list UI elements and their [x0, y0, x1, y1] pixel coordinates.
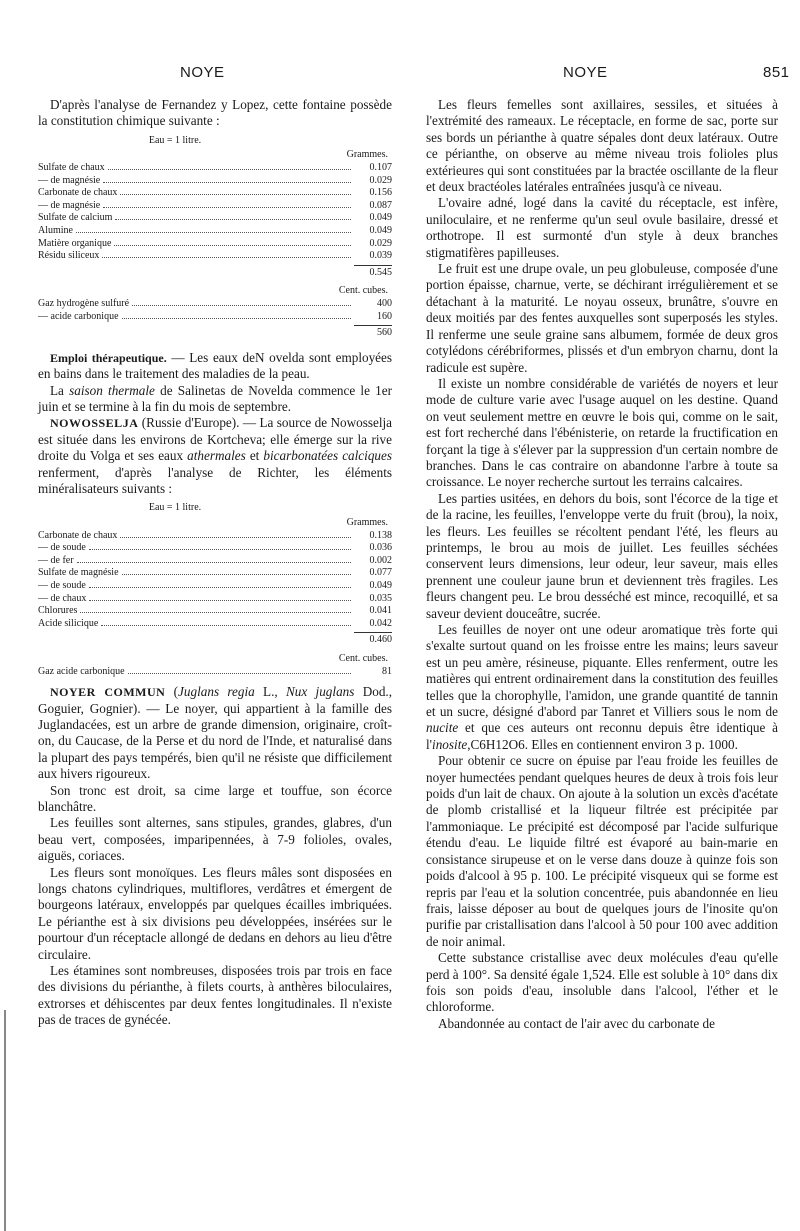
table-row-name: — de soude	[38, 579, 86, 591]
leader-dots	[114, 245, 351, 246]
table-row-value: 0.042	[369, 617, 392, 629]
analysis-table-2	[38, 502, 392, 678]
table-unit: Eau = 1 litre.	[148, 502, 202, 514]
table-gas-total: 560	[354, 325, 392, 340]
table-row-value: 0.156	[369, 187, 392, 199]
table-row-value: 0.035	[369, 592, 392, 604]
fleurs-paragraph: Les fleurs sont monoïques. Les fleurs mâles sont disposées en longs chatons cylindriques, multiflores, verdâtres et émergent de bourgeons latéraux, enveloppés par quelques écailles imbriquées. Le périanthe est à six divisions peu développées, insérées sur le pourtour d'un réceptacle allongé de dedans en dehors au lieu d'être circulaire.	[38, 864, 392, 962]
table-row	[38, 175, 392, 188]
page-edge-line	[4, 1010, 6, 1231]
leader-dots	[120, 194, 351, 195]
ovaire-paragraph: L'ovaire adné, logé dans la cavité du réceptacle, est infère, uniloculaire, et ne renferme qu'un seul ovule basilaire, dressé et orthotrope. Il est surmonté d'un style à deux branches stigmatifères papilleuses.	[426, 195, 778, 260]
parties-usitees-paragraph: Les parties usitées, en dehors du bois, sont l'écorce de la tige et de la racine, les feuilles, l'enveloppe verte du fruit (brou), la noix, les fleurs. Les feuilles se récoltent pendant l'été, les fleurs au printemps, le brou au mois de juillet. Les feuilles séchées conservent leurs dimensions, leur odeur, leur saveur, mais elles prennent une couleur jaune brun et deviennent très fragiles. Les fleurs changent peu. Le brou desséché est mince, recoquillé, et sa saveur devient douceâtre, sucrée.	[426, 490, 778, 621]
table-unit: Eau = 1 litre.	[148, 134, 202, 146]
intro-paragraph: D'après l'analyse de Fernandez y Lopez, cette fontaine possède la constitution chimique suivante :	[38, 97, 392, 129]
table-row	[38, 311, 392, 324]
table-col-header: Grammes.	[346, 149, 388, 161]
table-row-name: Sulfate de chaux	[38, 162, 105, 173]
leader-dots	[120, 537, 351, 538]
table-row	[38, 593, 392, 606]
table-row-name: Gaz acide carbonique	[38, 665, 125, 677]
table-row-value: 0.049	[369, 212, 392, 224]
table-row-value: 0.138	[369, 529, 392, 541]
table-row	[38, 605, 392, 618]
table-row-value: 160	[377, 310, 392, 322]
fleurs-femelles-paragraph: Les fleurs femelles sont axillaires, sessiles, et situées à l'extrémité des rameaux. Le réceptacle, en forme de sac, porte sur ses bords un périanthe à quatre sépales dont deux latéraux. Outre ce périanthe, on observe au même niveau trois folioles plus extérieures qui sont constituées par la bractée oscillante de la fleur et deux bractéoles latérales entraînées jusqu'à ce niveau.	[426, 97, 778, 195]
feuilles-paragraph: Les feuilles sont alternes, sans stipules, grandes, glabres, d'un beau vert, composées, imparipennées, à 7-9 folioles, ovales, aiguës, coriaces.	[38, 815, 392, 864]
leader-dots	[108, 169, 351, 170]
left-column	[38, 97, 392, 1029]
table-row-value: 0.107	[369, 162, 392, 173]
table-row	[38, 530, 392, 543]
table-total: 0.545	[354, 265, 392, 280]
leader-dots	[77, 562, 351, 563]
emploi-title: Emploi thérapeutique.	[50, 350, 167, 365]
table-row-value: 0.049	[369, 224, 392, 236]
table-row-name: Matière organique	[38, 237, 112, 249]
odeur-paragraph: Les feuilles de noyer ont une odeur aromatique très forte qui s'exalte surtout quand on les froisse entre les mains; leurs saveur est un peu amère, résineuse, piquante. Elles renferment, outre les matières qui entrent ordinairement dans la constitution des feuilles telles que la chorophylle, l'amidon, une grande quantité de tannin et un sucre, désigné d'abord par Tanret et Villiers sous le nom de nucite et que ces auteurs ont reconnu depuis être identique à l'inosite,C6H12O6. Elles en contiennent environ 3 p. 1000.	[426, 622, 778, 752]
table-row-value: 400	[377, 297, 392, 309]
analysis-table-1	[38, 135, 392, 344]
table-row-name: Chlorures	[38, 605, 78, 617]
table-row-name: Résidu siliceux	[38, 250, 100, 262]
table-row-value: 0.029	[369, 237, 392, 249]
cristallise-paragraph: Cette substance cristallise avec deux molécules d'eau qu'elle perd à 100°. Sa densité égale 1,524. Elle est soluble à 10° dans dix fois son poids d'eau, insoluble dans l'alcool, l'éther et le chloroforme.	[426, 950, 778, 1015]
table-row-value: 0.087	[369, 199, 392, 211]
noyer-paragraph: NOYER COMMUN (Juglans regia L., Nux juglans Dod., Goguier, Gognier). — Le noyer, qui appartient à la famille des Juglandacées, est un arbre de grande dimension, originaire, croît-on, du Caucase, de la Perse et du nord de l'Inde, et naturalisé dans la plupart des pays tempérés, bien qu'il ne résiste que difficilement aux hivers rigoureux.	[38, 684, 393, 782]
table-row-value: 0.002	[369, 554, 392, 566]
table-row-value: 81	[382, 665, 392, 677]
table-col-header: Grammes.	[346, 516, 388, 528]
fruit-paragraph: Le fruit est une drupe ovale, un peu globuleuse, composée d'une portion épaisse, charnue, verte, se déchirant irrégulièrement et se détachant à la maturité. Le noyau osseux, brunâtre, s'ouvre en deux moitiés par des fentes auxquelles sont superposés les styles. Il renferme une seule graine sans albumem, formée de deux gros cotylédons cérébriformes, plissés et d'un embryon charnu, dont la radicule est supère.	[426, 261, 778, 375]
table-row	[38, 666, 392, 679]
table-row-value: 0.036	[369, 542, 392, 554]
table-total: 0.460	[354, 632, 392, 647]
leader-dots	[89, 600, 351, 601]
table-gas-header: Cent. cubes.	[338, 652, 388, 664]
table-row-name: — acide carbonique	[38, 310, 119, 322]
leader-dots	[122, 574, 351, 575]
leader-dots	[76, 232, 351, 233]
table-row	[38, 162, 392, 175]
obtention-paragraph: Pour obtenir ce sucre on épuise par l'eau froide les feuilles de noyer humectées pendant quelques heures de deux à trois fois leur poids d'un lait de chaux. On ajoute à la solution un excès d'acétate de plomb cristallisé et la liqueur filtrée est précipitée par l'ammoniaque. Le précipité est décomposé par l'acide sulfurique étendu d'eau. Le liquide filtré est évaporé au bain-marie en consistance sirupeuse et on le verse dans douze à quinze fois son poids d'alcool à 95 p. 100. Le précipité visqueux qui se forme est repris par l'eau et la solution concentrée, puis abandonnée en lieu frais, laisse déposer au bout de quelques jours de l'inosite qu'on purifie par cristallisation dans l'alcool à 50 pour 100 avec addition de noir animal.	[426, 753, 778, 949]
table-row	[38, 580, 392, 593]
running-head-right: NOYE	[563, 64, 608, 81]
varietes-paragraph: Il existe un nombre considérable de variétés de noyers et leur mode de culture varie avec l'usage auquel on les destine. Quand on veut seulement mettre en œuvre le bois qui, comme on le sait, est fort recherché dans l'ébénisterie, on retarde la fructification en forçant la tige à s'élever par la suppression d'un certain nombre de branches. Dans le cas contraire on abandonne l'arbre à toute sa croissance. Le noyer recherche surtout les terrains calcaires.	[426, 375, 778, 490]
leader-dots	[80, 612, 351, 613]
leader-dots	[89, 587, 351, 588]
emploi-paragraph: Emploi thérapeutique. — Les eaux deN ovelda sont employées en bains dans le traitement des maladies de la peau.	[38, 349, 393, 382]
right-column	[426, 97, 778, 1032]
abandonnee-paragraph: Abandonnée au contact de l'air avec du carbonate de	[438, 1015, 715, 1031]
table-row	[38, 567, 392, 580]
leader-dots	[128, 673, 351, 674]
table-row-value: 0.041	[369, 605, 392, 617]
leader-dots	[103, 182, 351, 183]
table-row-name: Sulfate de magnésie	[38, 567, 119, 579]
table-row	[38, 212, 392, 225]
table-row-name: Gaz hydrogène sulfuré	[38, 297, 130, 309]
table-row-name: Sulfate de calcium	[38, 212, 113, 224]
table-row-value: 0.039	[369, 250, 392, 262]
table-row	[38, 187, 392, 200]
table-row	[38, 238, 392, 251]
running-head-left: NOYE	[180, 64, 225, 81]
table-row	[38, 298, 392, 311]
leader-dots	[101, 625, 351, 626]
table-row	[38, 542, 392, 555]
table-gas-header: Cent. cubes.	[338, 285, 388, 297]
table-row-name: — de soude	[38, 542, 86, 554]
table-row-value: 0.077	[369, 567, 392, 579]
table-row	[38, 555, 392, 568]
leader-dots	[103, 207, 351, 208]
tronc-paragraph: Son tronc est droit, sa cime large et touffue, son écorce blanchâtre.	[38, 782, 392, 814]
table-row	[38, 225, 392, 238]
nowosselja-paragraph: NOWOSSELJA (Russie d'Europe). — La source de Nowosselja est située dans les environs de Kortcheva; elle émerge sur la rive droite du Volga et ses eaux athermales et bicarbonatées calciques renferment, d'après l'analyse de Richter, les éléments minéralisateurs suivants :	[38, 415, 393, 496]
table-row-name: Carbonate de chaux	[38, 187, 118, 199]
page-number: 851	[763, 64, 790, 81]
table-row	[38, 250, 392, 263]
leader-dots	[122, 318, 351, 319]
table-row	[38, 200, 392, 213]
table-row-value: 0.029	[369, 174, 392, 186]
table-row-name: Carbonate de chaux	[38, 529, 118, 541]
table-row-name: — de chaux	[38, 592, 87, 604]
saison-paragraph: La saison thermale de Salinetas de Novelda commence le 1er juin et se termine à la fin du mois de septembre.	[38, 382, 392, 414]
leader-dots	[115, 219, 351, 220]
table-row-name: Acide silicique	[38, 617, 99, 629]
table-row-name: — de magnésie	[38, 199, 101, 211]
etamines-paragraph: Les étamines sont nombreuses, disposées trois par trois en face des divisions du périanthe, à filets courts, à anthères biloculaires, extrorses et déhiscentes par deux fentes longitudinales. Il n'existe pas de traces de gynécée.	[38, 963, 392, 1028]
table-row-value: 0.049	[369, 579, 392, 591]
leader-dots	[89, 549, 351, 550]
table-row-name: Alumine	[38, 224, 73, 236]
nowosselja-title: NOWOSSELJA	[50, 416, 139, 431]
leader-dots	[132, 305, 351, 306]
leader-dots	[102, 257, 351, 258]
table-row	[38, 618, 392, 631]
table-row-name: — de fer	[38, 554, 74, 566]
noyer-title: NOYER COMMUN	[50, 685, 166, 700]
table-row-name: — de magnésie	[38, 174, 101, 186]
